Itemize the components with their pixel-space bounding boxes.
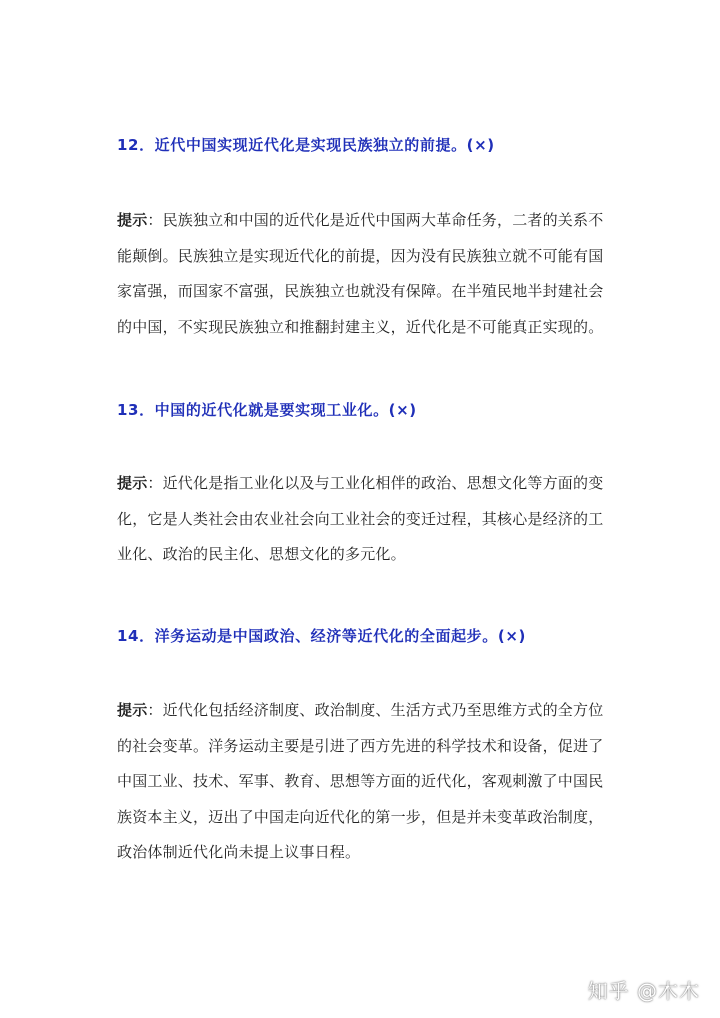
hint-label: 提示 bbox=[117, 474, 148, 492]
question-13-hint bbox=[117, 466, 617, 573]
question-12-hint bbox=[117, 203, 617, 345]
hint-text: ：近代化是指工业化以及与工业化相伴的政治、思想文化等方面的变化，它是人类社会由农业社会向工业社会的变迁过程，其核心是经济的工业化、政治的民主化、思想文化的多元化。 bbox=[117, 474, 604, 563]
watermark: 知乎 @木木 bbox=[587, 979, 700, 1003]
question-14-title: 14．洋务运动是中国政治、经济等近代化的全面起步。(×) bbox=[117, 627, 526, 645]
question-13-title: 13．中国的近代化就是要实现工业化。(×) bbox=[117, 401, 417, 419]
hint-text: ：近代化包括经济制度、政治制度、生活方式乃至思维方式的全方位的社会变革。洋务运动主要是引进了西方先进的科学技术和设备，促进了中国工业、技术、军事、教育、思想等方面的近代化，客观刺激了中国民族资本主义，迈出了中国走向近代化的第一步，但是并未变革政治制度，政治体制近代化尚未提上议事日程。 bbox=[117, 701, 604, 861]
hint-text: ：民族独立和中国的近代化是近代中国两大革命任务，二者的关系不能颠倒。民族独立是实现近代化的前提，因为没有民族独立就不可能有国家富强，而国家不富强，民族独立也就没有保障。在半殖民地半封建社会的中国，不实现民族独立和推翻封建主义，近代化是不可能真正实现的。 bbox=[117, 211, 604, 336]
hint-label: 提示 bbox=[117, 211, 148, 229]
question-14-hint bbox=[117, 693, 617, 871]
question-12-title: 12．近代中国实现近代化是实现民族独立的前提。(×) bbox=[117, 136, 495, 154]
hint-label: 提示 bbox=[117, 701, 148, 719]
